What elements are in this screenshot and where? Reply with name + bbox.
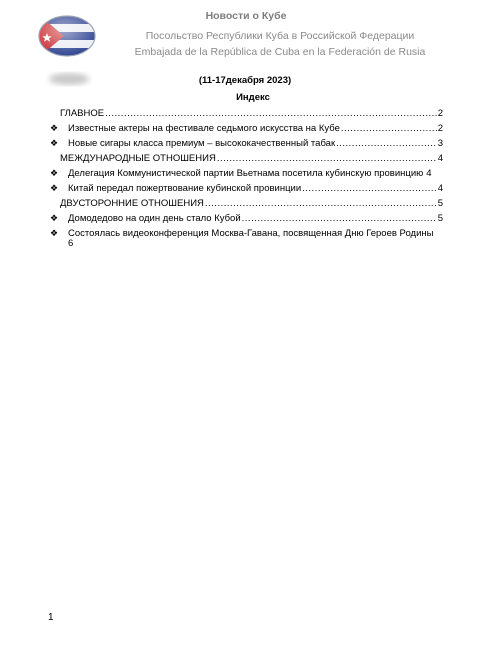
toc-label: ДВУСТОРОННИЕ ОТНОШЕНИЯ (60, 198, 204, 209)
embassy-name-ru: Посольство Республики Куба в Российской Федерации (145, 30, 415, 42)
date-range: (11-17декабря 2023) (198, 75, 292, 86)
toc-label: Известные актеры на фестивале седьмого искусства на Кубе (68, 123, 340, 134)
toc-page-number: 4 (426, 168, 432, 179)
dot-leader (336, 136, 437, 151)
toc-label: Новые сигары класса премиум – высококачественный табак (68, 138, 336, 149)
toc-entry[interactable] (50, 136, 443, 151)
toc-label: Делегация Коммунистической партии Вьетнама посетила кубинскую провинцию (68, 168, 424, 179)
four-diamond-bullet-icon: ❖ (50, 183, 59, 193)
toc-page-number: 2 (437, 123, 443, 134)
toc-page-number: 5 (437, 213, 443, 224)
dot-leader (105, 106, 437, 121)
dot-leader (217, 151, 437, 166)
newsletter-title: Новости о Кубе (205, 10, 287, 22)
table-of-contents (50, 106, 443, 249)
toc-label: ГЛАВНОЕ (60, 108, 105, 119)
toc-label: Китай передал пожертвование кубинской провинции (68, 183, 302, 194)
toc-entry[interactable] (50, 121, 443, 136)
toc-page-number: 3 (437, 138, 443, 149)
embassy-name-es: Embajada de la República de Cuba en la Federación de Rusia (134, 46, 426, 58)
four-diamond-bullet-icon: ❖ (50, 138, 59, 148)
toc-entry[interactable] (50, 166, 443, 181)
four-diamond-bullet-icon: ❖ (50, 213, 59, 223)
toc-label: Состоялась видеоконференция Москва-Гавана, посвященная Дню Героев Родины (68, 228, 434, 239)
toc-entry[interactable] (50, 226, 443, 249)
toc-section-main[interactable] (50, 106, 443, 121)
four-diamond-bullet-icon: ❖ (50, 168, 59, 178)
four-diamond-bullet-icon: ❖ (50, 228, 59, 238)
toc-page-number: 5 (437, 198, 443, 209)
toc-section-international[interactable] (50, 151, 443, 166)
toc-page-number: 4 (437, 183, 443, 194)
dot-leader (242, 211, 437, 226)
toc-label: Домодедово на один день стало Кубой (68, 213, 241, 224)
toc-entry[interactable] (50, 181, 443, 196)
toc-page-number: 4 (437, 153, 443, 164)
toc-page-number: 2 (437, 108, 443, 119)
toc-label: МЕЖДУНАРОДНЫЕ ОТНОШЕНИЯ (60, 153, 216, 164)
four-diamond-bullet-icon: ❖ (50, 123, 59, 133)
dot-leader (205, 196, 437, 211)
dot-leader (302, 181, 437, 196)
toc-page-number: 6 (68, 238, 74, 249)
toc-section-bilateral[interactable] (50, 196, 443, 211)
dot-leader (341, 121, 437, 136)
toc-entry[interactable] (50, 211, 443, 226)
index-heading: Индекс (236, 92, 270, 103)
footer-page-number: 1 (48, 612, 54, 623)
